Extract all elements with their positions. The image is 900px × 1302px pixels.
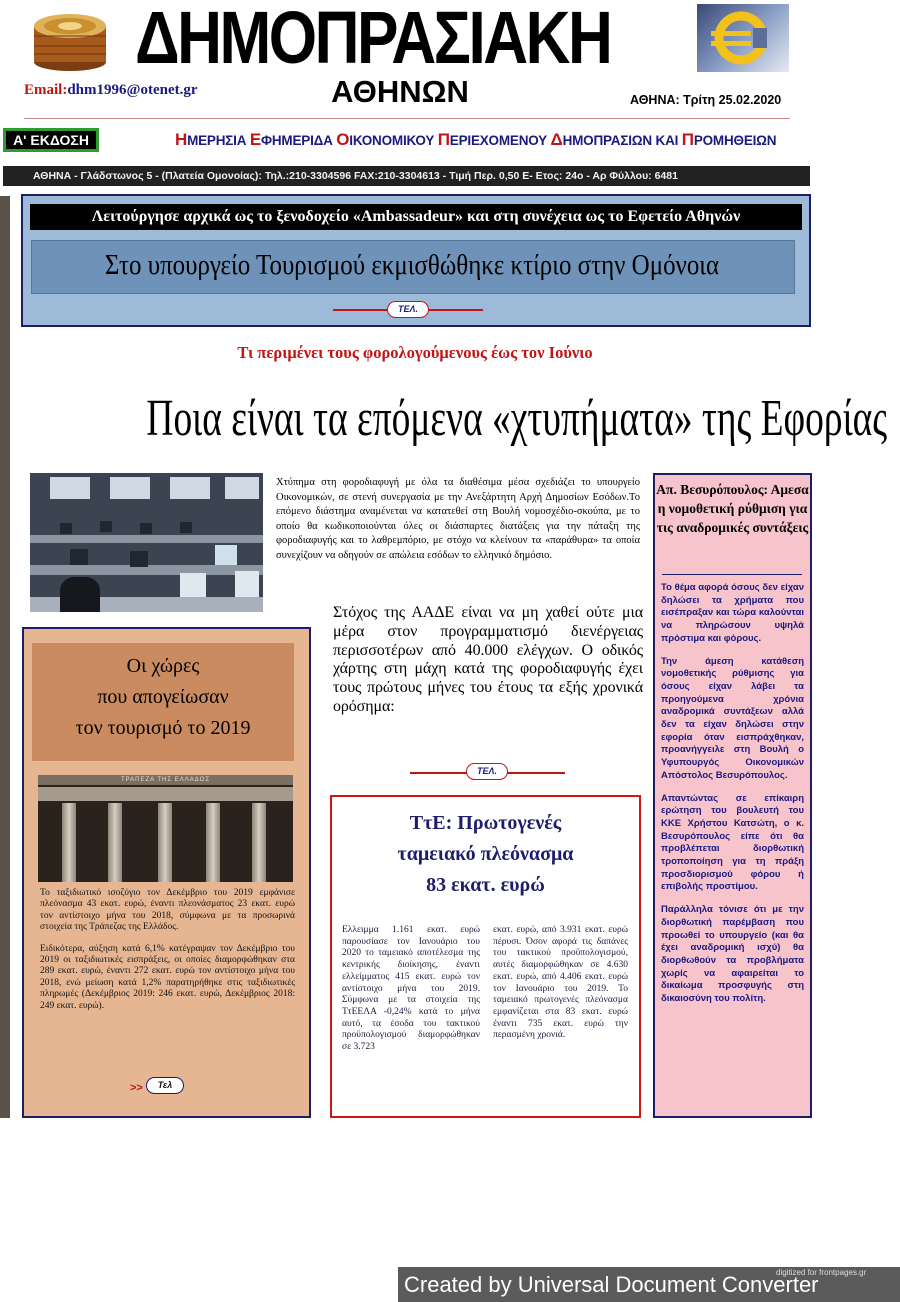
info-bar: ΑΘΗΝΑ - Γλάδστωνος 5 - (Πλατεία Ομονοίας): Τηλ.:210-3304596 FAX:210-3304613 - Τιμή Περ. 0,50 Ε- Ετος: 24ο - Αρ Φύλλου: 6481 xyxy=(3,166,810,186)
top-story-kicker: Λειτούργησε αρχικά ως το ξενοδοχείο «Ambassadeur» και στη συνέχεια ως το Εφετείο Αθηνών xyxy=(30,204,802,230)
main-story-lead: Χτύπημα στη φοροδιαφυγή με όλα τα διαθέσιμα μέσα σχεδιάζει το υπουργείο Οικονομικών, σε στενή συνεργασία με την Ανεξάρτητη Αρχή Δημοσίων Εσόδων.Το επόμενο διάστημα αναμένεται να κατατεθεί στη Βουλή νομοσχέδιο-σκούπα, με το οποίο θα κωδικοποιούνται όλες οι διάσπαρτες διατάξεις για την πάταξη της φοροδιαφυγής και το λαθρεμπόριο, με στόχο να κλείνουν τα «παράθυρα» τα οποία συνεχίζουν να οδηγούν σε απώλεια εσόδων το ελληνικό δημόσιο. xyxy=(276,477,640,561)
euro-icon xyxy=(697,4,789,72)
pension-sidebar-headline[interactable]: Απ. Βεσυρόπουλος: Αμεσα η νομοθετική ρύθμιση για τις αναδρομικές συντάξεις xyxy=(656,482,809,535)
converter-watermark: Created by Universal Document Converter xyxy=(398,1267,900,1302)
tagline-word: ΡΟΜΗΘΕΙΩΝ xyxy=(693,133,777,148)
tax-office-photo xyxy=(30,473,263,612)
tte-headline-line: ταμειακό πλεόνασμα xyxy=(397,843,574,865)
masthead-subtitle: ΑΘΗΝΩΝ xyxy=(331,74,469,109)
pension-sidebar-body xyxy=(661,582,804,1016)
tte-headline[interactable] xyxy=(330,808,641,901)
tagline-initial: Ε xyxy=(249,130,261,149)
pension-paragraph: Παράλληλα τόνισε ότι με την διορθωτική παρέμβαση που προωθεί το υπουργείο (και θα έχει αναδρομική ισχύ) θα διορθωθούν τα προβλήματα χωρίς να αφαιρείται το δικαίωμα προσφυγής στη δικαιοσύνη του πολίτη. xyxy=(661,904,804,1005)
coins-logo xyxy=(30,4,110,72)
pension-paragraph: Απαντώντας σε επίκαιρη ερώτηση του βουλευτή του ΚΚΕ Χρήστου Κατσώτη, ο κ. Βεσυρόπουλος είπε ότι θα προβλέπεται διορθωτική τροποποίηση για τη πράξη προσδιορισμού φόρου ή επιβολής προστίμου. xyxy=(661,792,804,893)
bank-sign: ΤΡΑΠΕΖΑ ΤΗΣ ΕΛΛΑΔΟΣ xyxy=(120,777,211,783)
tourism-headline[interactable] xyxy=(32,651,294,744)
email-line xyxy=(24,82,198,99)
pension-paragraph: Την άμεση κατάθεση νομοθετικής ρύθμισης για όσους είχαν λάβει τα προηγούμενα χρόνια αναδρομικά συντάξεων αλλά δεν τα είχαν δηλώσει στην εφορία όταν εισπράχθηκαν, προανήγγειλε στη Βουλή ο Υφυπουργός Οικονομικών Απόστολος Βεσυρόπουλος. xyxy=(661,655,804,781)
tte-headline-line: 83 εκατ. ευρώ xyxy=(426,874,545,896)
tagline-initial: Η xyxy=(175,130,188,149)
main-story-body: Στόχος της ΑΑΔΕ είναι να μη χαθεί ούτε μια μέρα στον προγραμματισμό διενέργειας περισσοτέρων από 40.000 ελέγχων. Ο οδικός χάρτης στη μάχη κατά της φοροδιαφυγής έχει τους πρώτους μήνες του έτους τα εξής χρονικά ορόσημα: xyxy=(333,604,643,715)
digitized-watermark: digitized for frontpages.gr xyxy=(776,1268,867,1277)
tagline-word: ΦΗΜΕΡΙΔΑ xyxy=(260,133,337,148)
bank-of-greece-photo xyxy=(38,775,293,882)
tourism-headline-line: τον τουρισμό το 2019 xyxy=(75,717,251,739)
tte-column-2: εκατ. ευρώ, από 3.931 εκατ. ευρώ πέρυσι. Όσον αφορά τις δαπάνες του τακτικού προϋπολογισμού, αυτές διαμορφώθηκαν σε 4.630 εκατ. ευρώ, από 4.406 εκατ. ευρώ τον Ιανουάριο του 2019. Το ταμειακό πρωτογενές πλεόνασμα εμφανίζεται στα 83 εκατ. ευρώ έναντι 735 εκατ. ευρώ την περασμένη χρονιά. xyxy=(493,925,628,1041)
tagline-word: ΕΡΙΕΧΟΜΕΝΟΥ xyxy=(449,133,551,148)
main-story-kicker: Τι περιμένει τους φορολογούμενους έως τον Ιούνιο xyxy=(237,343,593,362)
pension-paragraph: Το θέμα αφορά όσους δεν είχαν δηλώσει τα χρήματα που εισέπραξαν και τώρα καλούνται να πληρώσουν υψηλά πρόστιμα και φόρους. xyxy=(661,582,804,644)
left-margin-bar xyxy=(0,196,10,1118)
tte-column-1: Ελλειμμα 1.161 εκατ. ευρώ παρουσίασε τον Ιανουάριο του 2020 το ταμειακό αποτέλεσμα της κεντρικής διοίκησης, έναντι ελλείμματος 415 εκατ. ευρώ τον αντίστοιχο μήνα του 2019. Σύμφωνα με τα στοιχεία της ΤτΕΕΛΑ -0,24% κατά το μήνα αυτό, τα έσοδα του τακτικού προϋπολογισμού διαμορφώθηκαν σε 3.723 xyxy=(342,925,480,1053)
tagline-word: ΜΕΡΗΣΙΑ xyxy=(187,133,250,148)
tourism-paragraph: Ειδικότερα, αύξηση κατά 6,1% κατέγραψαν τον Δεκέμβριο του 2019 οι ταξιδιωτικές εισπράξεις, οι οποίες διαμορφώθηκαν στα 289 εκατ. ευρώ, έναντι 272 εκατ. ευρώ τον αντίστοιχο μήνα του 2018, ενώ μείωση κατά 1,2% παρατηρήθηκε στις ταξιδιωτικές πληρωμές (Δεκέμβριος 2019: 246 εκατ. ευρώ, Δεκέμβριος 2018: 249 εκατ. ευρώ). xyxy=(40,943,295,1011)
email-link[interactable]: dhm1996@otenet.gr xyxy=(67,82,198,98)
date-line: ΑΘΗΝΑ: Τρίτη 25.02.2020 xyxy=(630,93,782,107)
top-story-end-badge: ΤΕΛ. xyxy=(387,301,429,318)
main-story-headline[interactable]: Ποια είναι τα επόμενα «χτυπήματα» της Εφορίας xyxy=(146,390,888,447)
pension-sidebar-divider xyxy=(662,574,802,575)
main-story-end-badge: ΤΕΛ. xyxy=(466,763,508,780)
tte-headline-line: ΤτΕ: Πρωτογενές xyxy=(409,812,562,834)
euro-image xyxy=(697,4,789,72)
tourism-end-badge: Τελ xyxy=(146,1077,184,1094)
tagline-word: ΙΚΟΝΟΜΙΚΟΥ xyxy=(349,133,438,148)
masthead-title: ΔΗΜΟΠΡΑΣΙΑΚΗ xyxy=(135,0,611,79)
top-story-headline[interactable]: Στο υπουργείο Τουρισμού εκμισθώθηκε κτίριο στην Ομόνοια xyxy=(104,249,720,281)
tagline-word: ΗΜΟΠΡΑΣΙΩΝ ΚΑΙ xyxy=(562,133,682,148)
tourism-arrows: >> xyxy=(130,1082,143,1094)
header-divider xyxy=(24,118,790,119)
tagline-initial: Π xyxy=(681,130,694,149)
tourism-headline-line: Οι χώρες xyxy=(126,655,200,677)
tourism-headline-line: που απογείωσαν xyxy=(97,686,229,708)
tourism-paragraph: Το ταξιδιωτικό ισοζύγιο τον Δεκέμβριο του 2019 εμφάνισε πλεόνασμα 43 εκατ. ευρώ, έναντι πλεονάσματος 23 εκατ. ευρώ τον αντίστοιχο μήνα του 2018, σύμφωνα με τα προσωρινά στοιχεία της Τράπεζας της Ελλάδος. xyxy=(40,888,295,933)
tagline-initial: Ο xyxy=(336,130,350,149)
edition-badge: Α' ΕΚΔΟΣΗ xyxy=(3,128,99,152)
tourism-body xyxy=(40,888,295,1022)
tagline-initial: Π xyxy=(437,130,450,149)
email-label: Email: xyxy=(24,82,68,98)
tagline-initial: Δ xyxy=(550,130,563,149)
tagline xyxy=(175,130,776,150)
